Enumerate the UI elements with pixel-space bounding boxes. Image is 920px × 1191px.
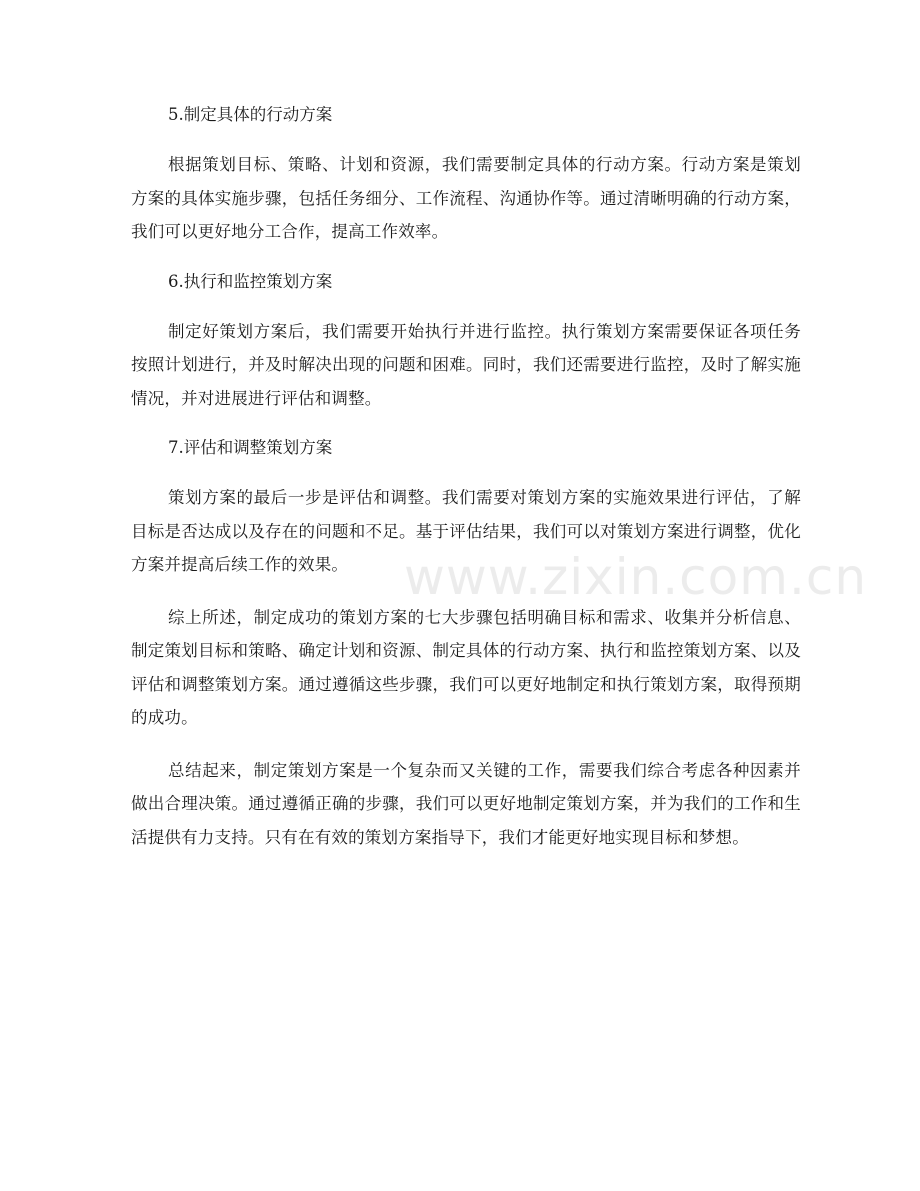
document-body — [131, 101, 801, 854]
section-paragraph-6: 制定好策划方案后，我们需要开始执行并进行监控。执行策划方案需要保证各项任务按照计划进行，并及时解决出现的问题和困难。同时，我们还需要进行监控，及时了解实施情况，并对进展进行评估和调整。 — [131, 321, 801, 408]
section-heading-6: 6.执行和监控策划方案 — [168, 271, 333, 291]
summary-paragraph: 综上所述，制定成功的策划方案的七大步骤包括明确目标和需求、收集并分析信息、制定策划目标和策略、确定计划和资源、制定具体的行动方案、执行和监控策划方案、以及评估和调整策划方案。通过遵循这些步骤，我们可以更好地制定和执行策划方案，取得预期的成功。 — [131, 607, 801, 727]
watermark: www.zixin.com.cn — [404, 548, 868, 606]
conclusion-paragraph: 总结起来，制定策划方案是一个复杂而又关键的工作，需要我们综合考虑各种因素并做出合理决策。通过遵循正确的步骤，我们可以更好地制定策划方案，并为我们的工作和生活提供有力支持。只有在有效的策划方案指导下，我们才能更好地实现目标和梦想。 — [131, 760, 801, 847]
section-heading-5: 5.制定具体的行动方案 — [168, 105, 333, 124]
section-paragraph-7: 策划方案的最后一步是评估和调整。我们需要对策划方案的实施效果进行评估，了解目标是否达成以及存在的问题和不足。基于评估结果，我们可以对策划方案进行调整，优化方案并提高后续工作的效果。 — [131, 488, 801, 574]
section-paragraph-5: 根据策划目标、策略、计划和资源，我们需要制定具体的行动方案。行动方案是策划方案的具体实施步骤，包括任务细分、工作流程、沟通协作等。通过清晰明确的行动方案，我们可以更好地分工合作，提高工作效率。 — [131, 155, 801, 241]
section-heading-7: 7.评估和调整策划方案 — [168, 438, 333, 457]
